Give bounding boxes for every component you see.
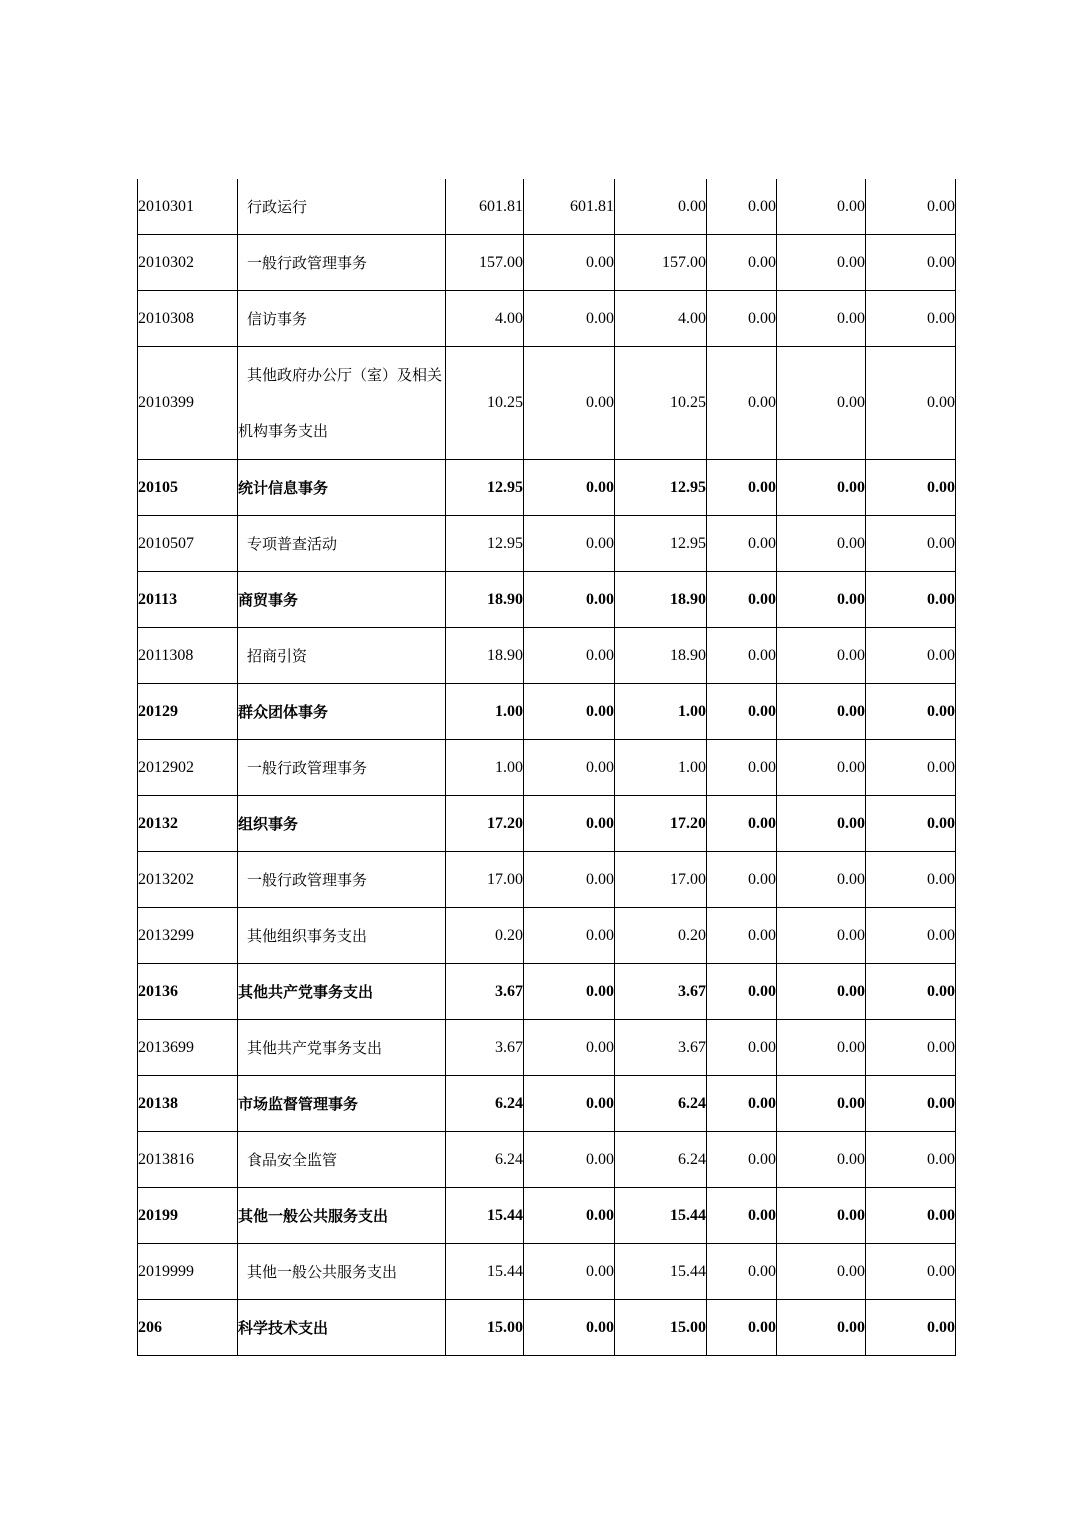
table-row xyxy=(138,908,956,964)
amount-cell: 1.00 xyxy=(615,740,707,796)
table-row xyxy=(138,347,956,460)
amount-cell: 0.00 xyxy=(707,572,777,628)
subject-name-text: 其他组织事务支出 xyxy=(247,927,368,945)
amount-cell: 4.00 xyxy=(446,291,524,347)
subject-name-text: 统计信息事务 xyxy=(238,479,329,497)
amount-cell: 601.81 xyxy=(524,179,615,235)
amount-cell: 0.00 xyxy=(866,516,956,572)
amount-cell: 0.00 xyxy=(524,964,615,1020)
amount-cell: 0.00 xyxy=(866,179,956,235)
amount-cell: 3.67 xyxy=(615,964,707,1020)
amount-cell: 0.00 xyxy=(524,516,615,572)
amount-cell: 0.00 xyxy=(777,740,866,796)
amount-cell: 0.00 xyxy=(777,572,866,628)
amount-cell: 0.00 xyxy=(524,1300,615,1356)
subject-name-text: 信访事务 xyxy=(247,310,308,328)
amount-cell: 12.95 xyxy=(446,516,524,572)
subject-name-text: 其他一般公共服务支出 xyxy=(247,1263,398,1281)
amount-cell: 0.20 xyxy=(615,908,707,964)
table-row xyxy=(138,1020,956,1076)
amount-cell: 4.00 xyxy=(615,291,707,347)
amount-cell: 0.00 xyxy=(707,460,777,516)
subject-name-text: 一般行政管理事务 xyxy=(247,254,368,272)
amount-cell: 0.00 xyxy=(524,908,615,964)
subject-name-text: 招商引资 xyxy=(247,647,308,665)
amount-cell: 0.00 xyxy=(615,179,707,235)
table-row xyxy=(138,628,956,684)
amount-cell: 3.67 xyxy=(446,964,524,1020)
table-row xyxy=(138,852,956,908)
subject-name-cell xyxy=(238,964,446,1020)
subject-code-cell: 2013816 xyxy=(138,1132,238,1188)
subject-name-text: 市场监督管理事务 xyxy=(238,1095,359,1113)
amount-cell: 0.00 xyxy=(777,796,866,852)
subject-code-cell: 20129 xyxy=(138,684,238,740)
amount-cell: 0.00 xyxy=(866,1132,956,1188)
subject-code-cell: 2013699 xyxy=(138,1020,238,1076)
amount-cell: 0.00 xyxy=(866,628,956,684)
subject-name-text: 其他共产党事务支出 xyxy=(238,983,374,1001)
amount-cell: 0.00 xyxy=(707,516,777,572)
subject-code-cell: 20105 xyxy=(138,460,238,516)
amount-cell: 0.00 xyxy=(707,235,777,291)
subject-code-cell: 20199 xyxy=(138,1188,238,1244)
amount-cell: 18.90 xyxy=(615,572,707,628)
amount-cell: 0.00 xyxy=(777,1076,866,1132)
category-row xyxy=(138,796,956,852)
amount-cell: 0.00 xyxy=(777,964,866,1020)
amount-cell: 0.00 xyxy=(707,740,777,796)
subject-name-cell xyxy=(238,908,446,964)
amount-cell: 0.00 xyxy=(866,964,956,1020)
subject-name-cell xyxy=(238,347,446,460)
table-row xyxy=(138,235,956,291)
amount-cell: 0.00 xyxy=(707,1076,777,1132)
subject-name-cell xyxy=(238,1300,446,1356)
amount-cell: 0.00 xyxy=(524,1020,615,1076)
amount-cell: 0.00 xyxy=(777,1132,866,1188)
budget-expenditure-table xyxy=(137,179,956,1356)
amount-cell: 17.20 xyxy=(615,796,707,852)
subject-name-cell xyxy=(238,235,446,291)
amount-cell: 0.00 xyxy=(866,1020,956,1076)
subject-code-cell: 2010507 xyxy=(138,516,238,572)
amount-cell: 0.00 xyxy=(866,740,956,796)
subject-name-cell xyxy=(238,684,446,740)
amount-cell: 18.90 xyxy=(446,628,524,684)
amount-cell: 15.00 xyxy=(615,1300,707,1356)
amount-cell: 0.00 xyxy=(777,516,866,572)
amount-cell: 0.00 xyxy=(866,1300,956,1356)
amount-cell: 0.00 xyxy=(777,235,866,291)
amount-cell: 0.00 xyxy=(707,852,777,908)
category-row xyxy=(138,1188,956,1244)
amount-cell: 0.00 xyxy=(524,235,615,291)
amount-cell: 15.44 xyxy=(446,1244,524,1300)
amount-cell: 0.00 xyxy=(524,1132,615,1188)
table-row xyxy=(138,516,956,572)
category-row xyxy=(138,1300,956,1356)
amount-cell: 0.00 xyxy=(707,628,777,684)
amount-cell: 0.00 xyxy=(777,684,866,740)
amount-cell: 0.00 xyxy=(866,572,956,628)
amount-cell: 0.00 xyxy=(866,1076,956,1132)
amount-cell: 0.00 xyxy=(777,1020,866,1076)
subject-code-cell: 20136 xyxy=(138,964,238,1020)
subject-name-cell xyxy=(238,1020,446,1076)
amount-cell: 0.00 xyxy=(866,684,956,740)
subject-name-text: 群众团体事务 xyxy=(238,703,329,721)
subject-code-cell: 2010302 xyxy=(138,235,238,291)
subject-name-text: 科学技术支出 xyxy=(238,1319,329,1337)
subject-name-cell xyxy=(238,1076,446,1132)
subject-name-cell xyxy=(238,460,446,516)
subject-name-cell xyxy=(238,516,446,572)
amount-cell: 6.24 xyxy=(615,1076,707,1132)
subject-name-cell xyxy=(238,852,446,908)
subject-name-text: 食品安全监管 xyxy=(247,1151,338,1169)
amount-cell: 0.00 xyxy=(777,1188,866,1244)
amount-cell: 0.00 xyxy=(777,908,866,964)
amount-cell: 601.81 xyxy=(446,179,524,235)
subject-name-cell xyxy=(238,1132,446,1188)
amount-cell: 0.00 xyxy=(524,740,615,796)
subject-name-text: 其他一般公共服务支出 xyxy=(238,1207,389,1225)
amount-cell: 0.00 xyxy=(524,852,615,908)
category-row xyxy=(138,572,956,628)
amount-cell: 15.44 xyxy=(446,1188,524,1244)
amount-cell: 0.00 xyxy=(524,460,615,516)
amount-cell: 0.00 xyxy=(777,628,866,684)
amount-cell: 0.00 xyxy=(524,347,615,460)
subject-name-text: 组织事务 xyxy=(238,815,299,833)
amount-cell: 0.00 xyxy=(524,628,615,684)
amount-cell: 0.00 xyxy=(866,347,956,460)
subject-code-cell: 20132 xyxy=(138,796,238,852)
amount-cell: 0.00 xyxy=(777,852,866,908)
table-row xyxy=(138,291,956,347)
subject-name-text: 其他政府办公厅（室）及相关机构事务支出 xyxy=(238,366,443,440)
amount-cell: 0.00 xyxy=(524,1244,615,1300)
subject-code-cell: 2019999 xyxy=(138,1244,238,1300)
amount-cell: 0.00 xyxy=(707,179,777,235)
amount-cell: 0.00 xyxy=(707,291,777,347)
amount-cell: 12.95 xyxy=(615,460,707,516)
amount-cell: 0.00 xyxy=(524,572,615,628)
amount-cell: 0.00 xyxy=(707,796,777,852)
subject-code-cell: 2013299 xyxy=(138,908,238,964)
table-row xyxy=(138,740,956,796)
amount-cell: 6.24 xyxy=(615,1132,707,1188)
amount-cell: 18.90 xyxy=(446,572,524,628)
amount-cell: 157.00 xyxy=(446,235,524,291)
amount-cell: 0.00 xyxy=(707,1132,777,1188)
category-row xyxy=(138,460,956,516)
subject-name-text: 专项普查活动 xyxy=(247,535,338,553)
subject-name-text: 商贸事务 xyxy=(238,591,299,609)
subject-code-cell: 2011308 xyxy=(138,628,238,684)
amount-cell: 15.44 xyxy=(615,1188,707,1244)
amount-cell: 12.95 xyxy=(446,460,524,516)
amount-cell: 1.00 xyxy=(446,740,524,796)
amount-cell: 0.00 xyxy=(707,1300,777,1356)
amount-cell: 0.00 xyxy=(866,460,956,516)
amount-cell: 0.00 xyxy=(524,1188,615,1244)
amount-cell: 0.00 xyxy=(777,1244,866,1300)
amount-cell: 6.24 xyxy=(446,1132,524,1188)
table-row xyxy=(138,1244,956,1300)
amount-cell: 0.00 xyxy=(524,684,615,740)
subject-name-text: 一般行政管理事务 xyxy=(247,871,368,889)
subject-code-cell: 2010308 xyxy=(138,291,238,347)
amount-cell: 0.00 xyxy=(866,291,956,347)
category-row xyxy=(138,684,956,740)
amount-cell: 0.00 xyxy=(866,1244,956,1300)
amount-cell: 0.00 xyxy=(707,908,777,964)
subject-code-cell: 206 xyxy=(138,1300,238,1356)
amount-cell: 0.00 xyxy=(866,908,956,964)
subject-name-cell xyxy=(238,628,446,684)
amount-cell: 0.00 xyxy=(777,291,866,347)
table-row xyxy=(138,179,956,235)
subject-name-cell xyxy=(238,1188,446,1244)
subject-code-cell: 2013202 xyxy=(138,852,238,908)
amount-cell: 15.44 xyxy=(615,1244,707,1300)
amount-cell: 6.24 xyxy=(446,1076,524,1132)
amount-cell: 0.00 xyxy=(777,347,866,460)
category-row xyxy=(138,964,956,1020)
table-body xyxy=(138,179,956,1356)
amount-cell: 0.00 xyxy=(707,1020,777,1076)
amount-cell: 0.00 xyxy=(707,1244,777,1300)
amount-cell: 17.00 xyxy=(615,852,707,908)
subject-code-cell: 2012902 xyxy=(138,740,238,796)
amount-cell: 0.00 xyxy=(866,235,956,291)
subject-name-cell xyxy=(238,291,446,347)
subject-code-cell: 20113 xyxy=(138,572,238,628)
subject-name-cell xyxy=(238,796,446,852)
subject-name-cell xyxy=(238,1244,446,1300)
amount-cell: 0.00 xyxy=(524,796,615,852)
amount-cell: 0.00 xyxy=(707,684,777,740)
amount-cell: 10.25 xyxy=(615,347,707,460)
subject-name-cell xyxy=(238,740,446,796)
amount-cell: 1.00 xyxy=(446,684,524,740)
amount-cell: 0.00 xyxy=(707,964,777,1020)
subject-name-text: 其他共产党事务支出 xyxy=(247,1039,383,1057)
amount-cell: 0.00 xyxy=(777,460,866,516)
category-row xyxy=(138,1076,956,1132)
amount-cell: 157.00 xyxy=(615,235,707,291)
amount-cell: 0.20 xyxy=(446,908,524,964)
amount-cell: 1.00 xyxy=(615,684,707,740)
amount-cell: 17.20 xyxy=(446,796,524,852)
amount-cell: 10.25 xyxy=(446,347,524,460)
amount-cell: 0.00 xyxy=(866,1188,956,1244)
amount-cell: 17.00 xyxy=(446,852,524,908)
amount-cell: 0.00 xyxy=(524,291,615,347)
amount-cell: 0.00 xyxy=(866,796,956,852)
amount-cell: 15.00 xyxy=(446,1300,524,1356)
subject-code-cell: 2010301 xyxy=(138,179,238,235)
amount-cell: 0.00 xyxy=(524,1076,615,1132)
subject-name-text: 一般行政管理事务 xyxy=(247,759,368,777)
table-row xyxy=(138,1132,956,1188)
amount-cell: 0.00 xyxy=(707,1188,777,1244)
amount-cell: 0.00 xyxy=(707,347,777,460)
amount-cell: 18.90 xyxy=(615,628,707,684)
subject-code-cell: 20138 xyxy=(138,1076,238,1132)
subject-code-cell: 2010399 xyxy=(138,347,238,460)
amount-cell: 3.67 xyxy=(615,1020,707,1076)
amount-cell: 0.00 xyxy=(777,1300,866,1356)
amount-cell: 0.00 xyxy=(777,179,866,235)
amount-cell: 0.00 xyxy=(866,852,956,908)
amount-cell: 3.67 xyxy=(446,1020,524,1076)
subject-name-cell xyxy=(238,179,446,235)
subject-name-cell xyxy=(238,572,446,628)
subject-name-text: 行政运行 xyxy=(247,198,308,216)
amount-cell: 12.95 xyxy=(615,516,707,572)
